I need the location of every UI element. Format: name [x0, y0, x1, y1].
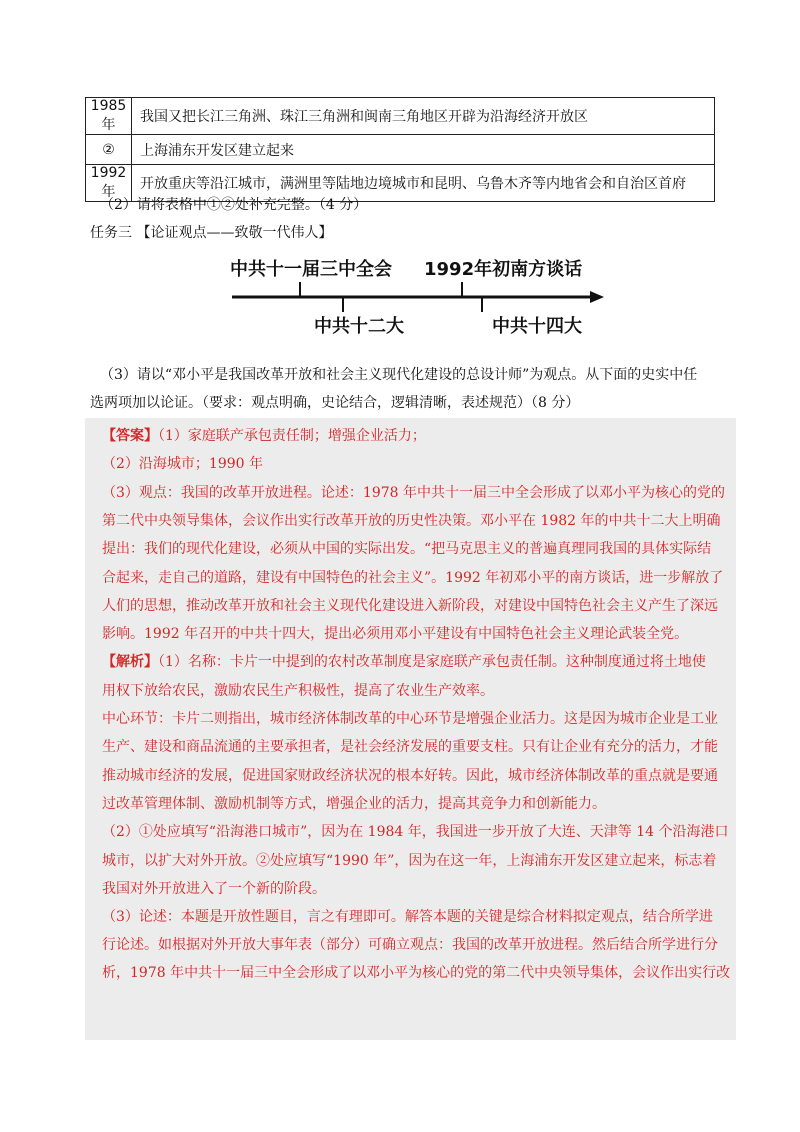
table-row	[86, 135, 715, 165]
question-2: （2）请将表格中①②处补充完整。（4 分）	[100, 197, 368, 213]
analysis-line: 城市，以扩大对外开放。②处应填写“1990 年”，因为在这一年，上海浦东开发区建立起来，标志着	[102, 853, 717, 869]
answer-line: （2）沿海城市；1990 年	[102, 456, 263, 472]
analysis-line: 我国对外开放进入了一个新的阶段。	[102, 881, 326, 897]
answer-line: （3）观点：我国的改革开放进程。论述：1978 年中共十一届三中全会形成了以邓小平为核心的党的	[102, 485, 725, 501]
analysis-line: （2）①处应填写“沿海港口城市”，因为在 1984 年，我国进一步开放了大连、天津等 14 个沿海港口	[102, 824, 729, 840]
answer-line: 人们的思想，推动改革开放和社会主义现代化建设进入新阶段，对建设中国特色社会主义产生了深远	[102, 598, 718, 614]
event-cell: 我国又把长江三角洲、珠江三角洲和闽南三角地区开辟为沿海经济开放区	[132, 98, 715, 135]
answer-tag: 【答案】	[102, 428, 158, 444]
timeline-label-12th-congress: 中共十二大	[314, 316, 404, 337]
analysis-line: 用权下放给农民，激励农民生产积极性，提高了农业生产效率。	[102, 683, 494, 699]
answer-line: 【答案】（1）家庭联产承包责任制；增强企业活力；	[102, 428, 426, 444]
question-3-line-1: （3）请以“邓小平是我国改革开放和社会主义现代化建设的总设计师”为观点。从下面的史实中任	[100, 367, 698, 383]
timeline-label-third-plenum: 中共十一届三中全会	[230, 259, 392, 280]
answer-line: 第二代中央领导集体，会议作出实行改革开放的历史性决策。邓小平在 1982 年的中共十二大上明确	[102, 513, 721, 529]
timeline-label-14th-congress: 中共十四大	[492, 316, 582, 337]
task-3-heading: 任务三 【论证观点——致敬一代伟人】	[90, 225, 333, 241]
answer-line: 合起来，走自己的道路，建设有中国特色的社会主义”。1992 年初邓小平的南方谈话，进一步解放了	[102, 570, 724, 586]
timeline-arrow	[590, 291, 604, 303]
answer-line: 提出：我们的现代化建设，必须从中国的实际出发。“把马克思主义的普遍真理同我国的具体实际结	[102, 541, 712, 557]
table-row	[86, 98, 715, 135]
timeline-label-southern-tour: 1992年初南方谈话	[424, 259, 583, 280]
analysis-line: 【解析】（1）名称：卡片一中提到的农村改革制度是家庭联产承包责任制。这种制度通过将土地使	[102, 654, 706, 670]
question-3-line-2: 选两项加以论证。（要求：观点明确，史论结合，逻辑清晰，表述规范）（8 分）	[90, 395, 580, 411]
analysis-line: 行论述。如根据对外开放大事年表（部分）可确立观点：我国的改革开放进程。然后结合所学进行分	[102, 937, 718, 953]
events-table	[85, 97, 715, 202]
analysis-line: 生产、建设和商品流通的主要承担者，是社会经济发展的重要支柱。只有让企业有充分的活力，才能	[102, 739, 718, 755]
analysis-line: 析，1978 年中共十一届三中全会形成了以邓小平为核心的党的第二代中央领导集体，会议作出实行改	[102, 965, 731, 981]
year-cell: ②	[86, 135, 132, 165]
event-cell: 上海浦东开发区建立起来	[132, 135, 715, 165]
analysis-tag: 【解析】	[102, 654, 158, 670]
year-cell: 1992 年	[86, 165, 132, 202]
timeline-axis	[230, 280, 610, 314]
analysis-line: 推动城市经济的发展，促进国家财政经济状况的根本好转。因此，城市经济体制改革的重点就是要通	[102, 768, 718, 784]
answer-line: 影响。1992 年召开的中共十四大，提出必须用邓小平建设有中国特色社会主义理论武装全党。	[102, 626, 689, 642]
analysis-line: （3）论述：本题是开放性题目，言之有理即可。解答本题的关键是综合材料拟定观点，结合所学进	[102, 909, 713, 925]
year-cell: 1985 年	[86, 98, 132, 135]
event-cell: 开放重庆等沿江城市，满洲里等陆地边境城市和昆明、乌鲁木齐等内地省会和自治区首府	[132, 165, 715, 202]
analysis-line: 过改革管理体制、激励机制等方式，增强企业的活力，提高其竞争力和创新能力。	[102, 796, 606, 812]
analysis-line: 中心环节：卡片二则指出，城市经济体制改革的中心环节是增强企业活力。这是因为城市企业是工业	[102, 711, 718, 727]
